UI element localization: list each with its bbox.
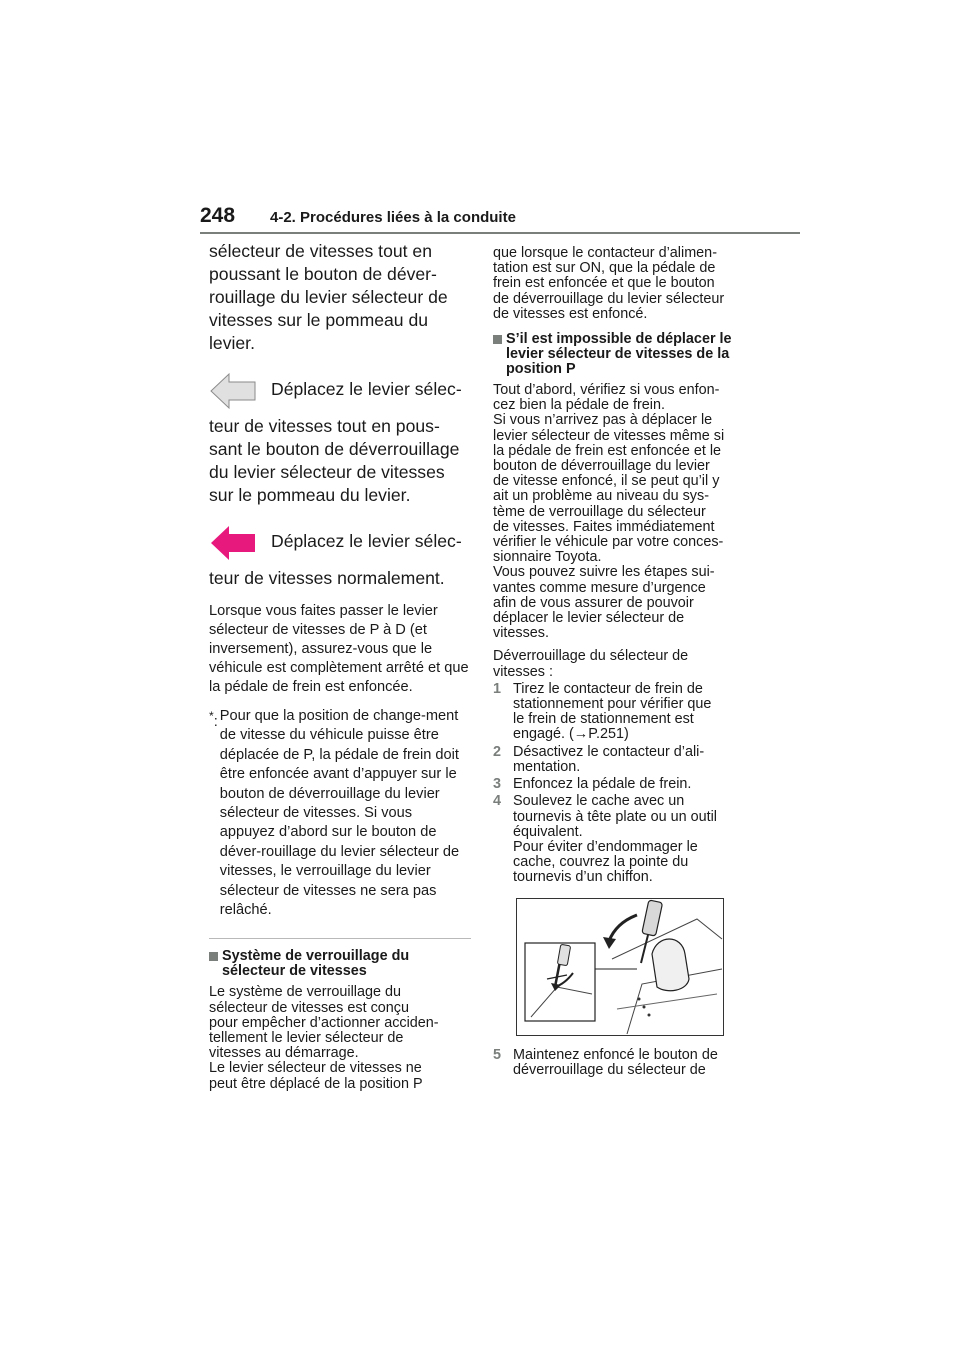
step-number: 3 [493, 776, 502, 793]
section-title: 4-2. Procédures liées à la conduite [270, 209, 516, 226]
step-5 [493, 1048, 755, 1078]
heading-lock-system-text: Système de verrouillage du sélecteur de vitesses [222, 948, 410, 980]
shifter-cover-illustration [516, 898, 724, 1036]
step-number: 4 [493, 793, 502, 810]
arrow-row-1 [209, 367, 471, 415]
gray-left-arrow-icon [209, 371, 257, 411]
step-1 [493, 682, 755, 743]
left-column [209, 240, 471, 1092]
step-text: Désactivez le contacteur d’ali- mentation. [513, 743, 705, 775]
unlock-intro: Déverrouillage du sélecteur de vitesses : [493, 648, 689, 680]
step-number: 1 [493, 680, 502, 697]
square-bullet-icon [493, 335, 502, 344]
step-text: Maintenez enfoncé le bouton de déverrouillage du sélecteur de [513, 1046, 718, 1078]
section-divider [209, 938, 471, 939]
intro-text: sélecteur de vitesses tout en poussant le bouton de déver-rouillage du levier sélecteur de vitesses sur le pommeau du levier. [209, 241, 448, 353]
step-text: Tirez le contacteur de frein de stationnement pour vérifier que le frein de stationnement est engagé. (→P.251) [513, 680, 712, 743]
header-rule [200, 232, 800, 234]
arrow2-label: Déplacez le levier sélec- [271, 531, 462, 551]
continuation-paragraph: que lorsque le contacteur d’alimen- tation est sur ON, que la pédale de frein est enfoncée et que le bouton de déverrouillage du levier sélecteur de vitesses est enfoncé. [493, 245, 725, 322]
pink-left-arrow-icon [209, 523, 257, 563]
heading-cannot-move-text: S’il est impossible de déplacer le levier sélecteur de vitesses de la position P [506, 331, 732, 378]
page-number: 248 [200, 204, 236, 227]
step-number: 5 [493, 1046, 502, 1063]
footnote [209, 707, 471, 920]
step-number: 2 [493, 743, 502, 760]
footnote-colon: : [213, 713, 218, 730]
arrow1-label: Déplacez le levier sélec- [271, 379, 462, 399]
heading-cannot-move [493, 332, 755, 377]
footnote-asterisk: * [209, 709, 214, 723]
arrow-row-2 [209, 519, 471, 567]
square-bullet-icon [209, 952, 218, 961]
step-2 [493, 745, 755, 775]
step-3 [493, 777, 755, 792]
lock-system-body: Le système de verrouillage du sélecteur de vitesses est conçu pour empêcher d’actionner acciden- tellement le levier sélecteur de vitesses au démarrage. Le levier sélecteur de vitesses ne peut être déplacé de la position P [209, 984, 439, 1092]
arrow2-continuation: teur de vitesses normalement. [209, 568, 445, 588]
cannot-move-body: Tout d’abord, vérifiez si vous enfon- cez bien la pédale de frein. Si vous n’arrivez pas à déplacer le levier sélecteur de vitesses même si la pédale de frein est enfoncée et le bouton de déverrouillage du levier de vitesse enfoncé, il se peut qu’il y ait un problème au niveau du sys- tème de verrouillage du sélecteur de vitesses. Faites immédiatement vérifier le véhicule par votre conces- sionnaire Toyota. Vous pouvez suivre les étapes sui- vantes comme mesure d’urgence afin de vous assurer de pouvoir déplacer le levier sélecteur de vitesses. [493, 382, 725, 642]
footnote-text: Pour que la position de change-ment de vitesse du véhicule puisse être déplacée de P, la pédale de frein doit être enfoncée avant d’appuyer sur le bouton de déverrouillage du levier sélecteur de vitesses. Si vous appuyez d’abord sur le bouton de déver-rouillage du levier sélecteur de vitesses, le verrouillage du levier sélecteur de vitesses ne sera pas relâché. [219, 708, 460, 919]
step-text: Enfoncez la pédale de frein. [513, 776, 692, 793]
arrow1-continuation: teur de vitesses tout en pous-sant le bouton de déverrouillage du levier sélecteur de vitesses sur le pommeau du levier. [209, 416, 460, 505]
heading-lock-system [209, 949, 471, 979]
right-column [493, 246, 755, 1078]
step-text: Soulevez le cache avec un tournevis à tête plate ou un outil équivalent. Pour éviter d’endommager le cache, couvrez la pointe du tournevis d’un chiffon. [513, 793, 718, 886]
step-4 [493, 794, 755, 885]
small-paragraph: Lorsque vous faites passer le levier sélecteur de vitesses de P à D (et inversement), assurez-vous que le véhicule est complètement arrêté et que la pédale de frein est enfoncée. [209, 603, 469, 695]
screwdriver-illustration-icon [517, 899, 723, 1035]
